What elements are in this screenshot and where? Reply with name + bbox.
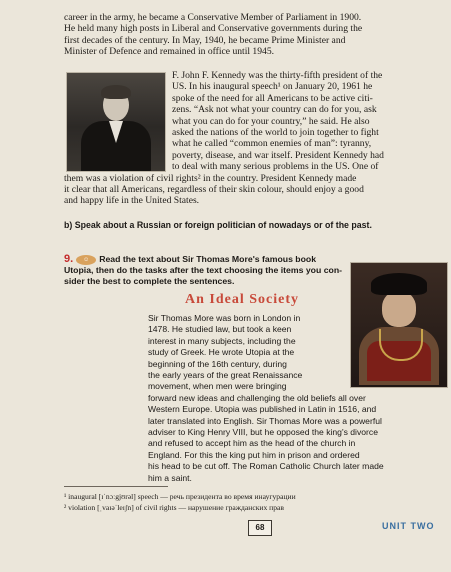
text-line: F. John F. Kennedy was the thirty-fifth president of the <box>172 70 383 81</box>
task-b: b) Speak about a Russian or foreign politician of nowadays or of the past. <box>64 220 372 230</box>
thomas-more-portrait <box>350 262 448 388</box>
text-line: 1478. He studied law, but took a keen <box>148 324 292 335</box>
text-line: spoke of the need for all Americans to be active citi- <box>172 92 373 104</box>
task-line: Read the text about Sir Thomas More's famous book <box>99 254 317 264</box>
text-line: beginning of the 16th century, during <box>148 358 287 369</box>
text-line: what he called “common enemies of man”: tyranny, <box>172 138 372 150</box>
text-line: them was a violation of civil rights² in the country. President Kennedy made <box>64 172 357 184</box>
task-line: sider the best to complete the sentences. <box>64 276 235 286</box>
kennedy-paragraph <box>172 70 442 173</box>
text-line: study of Greek. He wrote Utopia at the <box>148 347 295 358</box>
text-line: poverty, disease, and war itself. President Kennedy had <box>172 149 384 161</box>
text-line: career in the army, he became a Conservative Member of Parliament in 1900. <box>64 12 362 23</box>
footnotes <box>64 491 296 513</box>
text-line: first decades of the century. In May, 1940, he became Prime Minister and <box>64 34 346 46</box>
footnote-rule <box>64 486 168 487</box>
text-line: what you can do for your country,” he said. He also <box>172 115 370 127</box>
footnote: ¹ inaugural [ɪˈnɔːgjʊrəl] speech — речь президента во время инаугурации <box>64 492 296 501</box>
text-line: zens. “Ask not what your country can do for you, ask <box>172 104 377 116</box>
text-line: and refused to accept him as the head of the church in <box>148 438 356 449</box>
text-line: asked the nations of the world to join together to fight <box>172 127 379 139</box>
audio-icon: ☺ <box>76 255 96 265</box>
text-line: Sir Thomas More was born in London in <box>148 313 301 323</box>
text-line: Minister of Defence and remained in office until 1945. <box>64 46 275 58</box>
task-line: Utopia, then do the tasks after the text choosing the items you con- <box>64 265 343 275</box>
text-line: it clear that all Americans, regardless of their skin colour, should enjoy a good <box>64 184 364 195</box>
text-line: later translated into English. Sir Thomas More was a powerful <box>148 415 382 426</box>
task-number: 9. <box>64 253 74 265</box>
text-line: him a saint. <box>148 472 192 483</box>
task-9-instructions <box>64 254 342 287</box>
text-line: his head to be cut off. The Roman Catholic Church later made <box>148 461 384 472</box>
text-line: US. In his inaugural speech¹ on January 20, 1961 he <box>172 81 373 93</box>
section-title: An Ideal Society <box>185 292 299 307</box>
text-line: to deal with many serious problems in the US. One of <box>172 161 379 173</box>
thomas-more-text-continued <box>148 393 444 484</box>
footnote: ² violation [ˌvaɪəˈleɪʃn] of civil rights — нарушение гражданских прав <box>64 503 284 512</box>
text-line: the early years of the great Renaissance <box>148 370 303 381</box>
text-line: movement, when men were bringing <box>148 381 287 392</box>
text-line: England. For this the king put him in prison and ordered <box>148 449 360 460</box>
text-line: forward new ideas and challenging the old beliefs all over <box>148 392 366 403</box>
churchill-paragraph <box>64 12 442 58</box>
kennedy-photo <box>66 72 166 172</box>
thomas-more-text <box>148 313 344 393</box>
unit-label: UNIT TWO <box>382 521 435 531</box>
text-line: He held many high posts in Liberal and Conservative governments during the <box>64 23 363 35</box>
text-line: interest in many subjects, including the <box>148 335 296 346</box>
text-line: and happy life in the United States. <box>64 195 200 207</box>
text-line: Western Europe. Utopia was published in Latin in 1516, and <box>148 404 377 415</box>
page-number: 68 <box>248 520 272 536</box>
kennedy-paragraph-continued <box>64 173 442 207</box>
text-line: adviser to King Henry VIII, but he opposed the king's divorce <box>148 427 378 438</box>
